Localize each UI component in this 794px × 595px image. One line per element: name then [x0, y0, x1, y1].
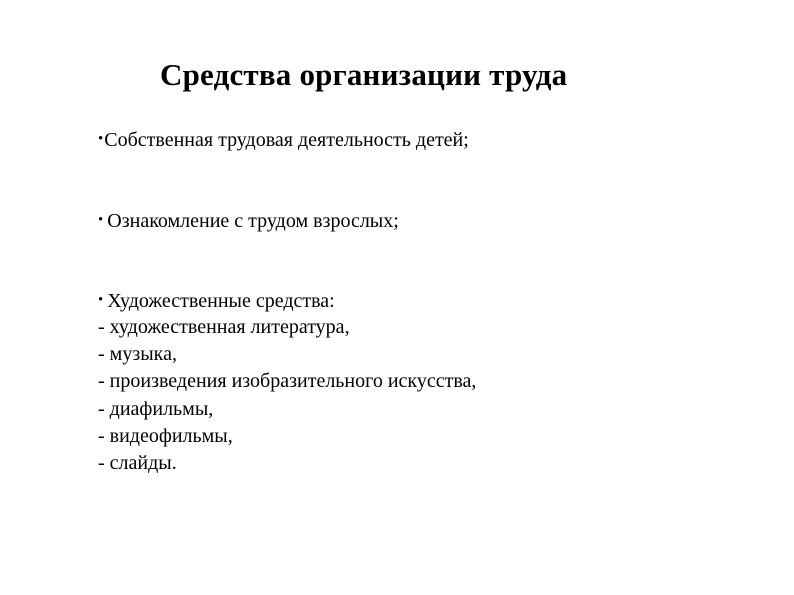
bullet-icon: •	[98, 131, 104, 147]
sublist-item: - видеофильмы,	[98, 424, 233, 447]
art-means-sublist	[98, 314, 476, 477]
sublist-item: - музыка,	[98, 343, 177, 366]
sublist-item: - диафильмы,	[98, 397, 214, 420]
bullet-text: Художественные средства:	[107, 290, 335, 312]
bullet-icon: •	[98, 212, 104, 228]
bullet-text: Ознакомление с трудом взрослых;	[107, 210, 399, 232]
bullet-item-art-means	[98, 287, 335, 315]
bullet-item-own-labor	[98, 126, 469, 154]
slide-title: Средства организации труда	[160, 57, 568, 92]
sublist-item: - слайды.	[98, 452, 177, 475]
sublist-item: - произведения изобразительного искусства,	[98, 370, 477, 393]
bullet-text: Собственная трудовая деятельность детей;	[104, 129, 469, 151]
sublist-item: - художественная литература,	[98, 316, 350, 338]
bullet-item-adult-labor	[98, 207, 399, 235]
bullet-icon: •	[98, 292, 104, 308]
